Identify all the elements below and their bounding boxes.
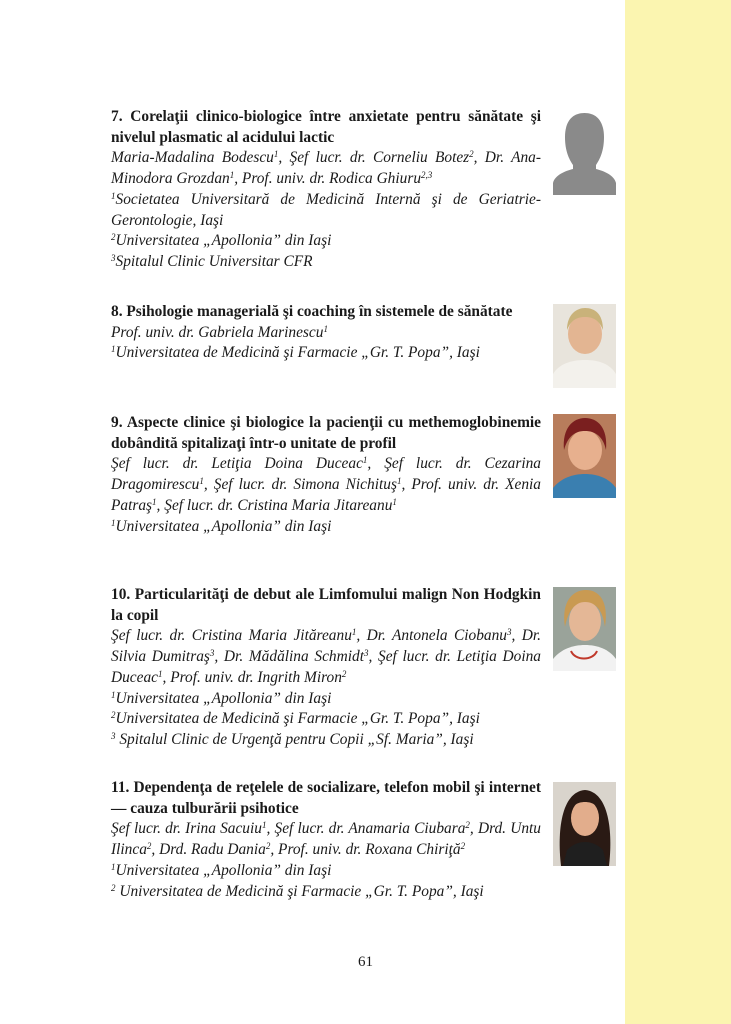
footnote-marker: 2	[469, 149, 474, 160]
affiliation-line: $^1$Universitatea „Apollonia” din Iaşi	[111, 689, 332, 707]
affiliation-line: $^2$Universitatea de Medicină şi Farmacie „Gr. T. Popa”, Iaşi	[111, 710, 480, 728]
authors	[111, 454, 541, 516]
side-color-band	[625, 0, 731, 1024]
footnote-marker: 1	[111, 190, 116, 201]
footnote-marker: 2	[111, 882, 116, 893]
abstract-entry-7	[111, 107, 541, 273]
footnote-marker: 1	[199, 475, 204, 486]
author-photo	[553, 587, 616, 671]
author-line: Şef lucr. dr. Irina Sacuiu$^1$, Şef lucr. dr. Anamaria Ciubara$^2$, Drd. Untu Ilinca$^2$, Drd. Radu Dania$^2$, Prof. univ. dr. Roxana Chiriţă$^2$	[111, 820, 541, 858]
affiliation-line: $^1$Universitatea de Medicină şi Farmacie „Gr. T. Popa”, Iaşi	[111, 344, 480, 362]
author-photo	[553, 414, 616, 498]
abstract-entry-9	[111, 413, 541, 537]
author-placeholder-silhouette-icon	[553, 111, 616, 195]
footnote-marker: 3	[111, 731, 116, 742]
entry-title: 9. Aspecte clinice şi biologice la pacienţii cu methemoglobinemie dobândită spitalizaţi într-o unitate de profil	[111, 414, 542, 452]
footnote-marker: 3	[507, 627, 512, 638]
page-number: 61	[358, 954, 373, 970]
footnote-marker: 2,3	[421, 169, 433, 180]
footnote-marker: 1	[323, 323, 328, 334]
abstract-entry-11	[111, 778, 541, 902]
affiliations	[111, 190, 541, 273]
footnote-marker: 2	[111, 710, 116, 721]
author-photo	[553, 304, 616, 388]
entry-title: 10. Particularităţi de debut ale Limfomului malign Non Hodgkin la copil	[111, 586, 541, 624]
author-line: Prof. univ. dr. Gabriela Marinescu$^1$	[111, 323, 328, 341]
footnote-marker: 1	[261, 820, 267, 831]
affiliations	[111, 343, 541, 364]
footnote-marker: 1	[158, 668, 163, 679]
entry-title: 8. Psihologie managerială şi coaching în sistemele de sănătate	[111, 303, 513, 320]
authors	[111, 626, 541, 688]
affiliation-line: $^1$Societatea Universitară de Medicină Internă şi de Geriatrie-Gerontologie, Iaşi	[111, 190, 541, 229]
entry-title: 11. Dependenţa de reţelele de socializare, telefon mobil şi internet — cauza tulburării psihotice	[111, 779, 541, 817]
footnote-marker: 2	[111, 232, 116, 243]
authors	[111, 148, 541, 190]
footnote-marker: 1	[351, 627, 357, 638]
author-photo	[553, 782, 616, 866]
authors	[111, 323, 541, 344]
footnote-marker: 2	[465, 820, 470, 831]
footnote-marker: 3	[111, 253, 116, 264]
footnote-marker: 1	[273, 149, 279, 160]
affiliation-line: $^2$ Universitatea de Medicină şi Farmacie „Gr. T. Popa”, Iaşi	[111, 882, 484, 900]
footnote-marker: 1	[111, 689, 116, 700]
footnote-marker: 1	[362, 455, 368, 466]
footnote-marker: 3	[209, 647, 215, 658]
abstract-entry-10	[111, 585, 541, 751]
footnote-marker: 2	[460, 840, 466, 851]
affiliation-line: $^1$Universitatea „Apollonia” din Iaşi	[111, 517, 332, 535]
affiliation-line: $^1$Universitatea „Apollonia” din Iaşi	[111, 861, 332, 879]
affiliations	[111, 861, 541, 903]
footnote-marker: 2	[265, 840, 271, 851]
affiliations	[111, 517, 541, 538]
footnote-marker: 3	[363, 647, 369, 658]
entry-title: 7. Corelaţii clinico-biologice între anxietate pentru sănătate şi nivelul plasmatic al acidului lactic	[111, 108, 541, 146]
affiliation-line: $^3$Spitalul Clinic Universitar CFR	[111, 253, 313, 271]
footnote-marker: 1	[229, 169, 235, 180]
footnote-marker: 1	[111, 517, 116, 528]
affiliations	[111, 689, 541, 751]
footnote-marker: 2	[341, 668, 347, 679]
author-line: Maria-Madalina Bodescu$^1$, Şef lucr. dr. Corneliu Botez$^2$, Dr. Ana-Minodora Grozdan$^1$, Prof. univ. dr. Rodica Ghiuru$^{2,3}$	[111, 149, 541, 187]
abstract-entry-8	[111, 302, 541, 364]
footnote-marker: 1	[152, 496, 157, 507]
footnote-marker: 1	[392, 496, 397, 507]
author-line: Şef lucr. dr. Letiţia Doina Duceac$^1$, Şef lucr. dr. Cezarina Dragomirescu$^1$, Şef lucr. dr. Simona Nichituş$^1$, Prof. univ. dr. Xenia Patraş$^1$, Şef lucr. dr. Cristina Maria Jitareanu$^1$	[111, 455, 541, 514]
affiliation-line: $^3$ Spitalul Clinic de Urgenţă pentru Copii „Sf. Maria”, Iaşi	[111, 731, 474, 749]
footnote-marker: 2	[146, 840, 152, 851]
footnote-marker: 1	[111, 344, 116, 355]
affiliation-line: $^2$Universitatea „Apollonia” din Iaşi	[111, 232, 332, 250]
footnote-marker: 1	[396, 475, 402, 486]
author-line: Şef lucr. dr. Cristina Maria Jităreanu$^1$, Dr. Antonela Ciobanu$^3$, Dr. Silvia Dumitraş$^3$, Dr. Mădălina Schmidt$^3$, Şef lucr. dr. Letiţia Doina Duceac$^1$, Prof. univ. dr. Ingrith Miron$^2$	[111, 627, 541, 686]
footnote-marker: 1	[111, 861, 116, 872]
authors	[111, 819, 541, 861]
